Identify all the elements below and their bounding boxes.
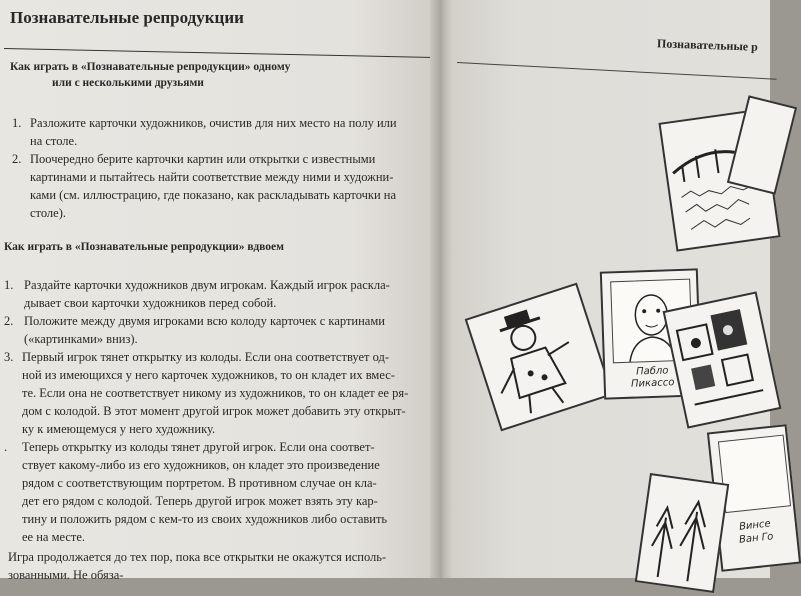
list-item-line: те. Если она не соответствует никому из художников, то он кладет ее ря- — [22, 386, 409, 400]
section1-heading-line1: Как играть в «Познавательные репродукции» одному — [10, 61, 291, 73]
list-item-line: тину и положить рядом с кем-то из своих художников либо оставить — [22, 512, 388, 526]
list-item-line: ее на месте. — [22, 530, 86, 544]
header-rule — [457, 62, 777, 80]
list-item-line: дет его рядом с колодой. Теперь другой игрок может взять эту кар- — [22, 494, 378, 508]
final-paragraph-line: Игра продолжается до тех пор, пока все открытки не окажутся исполь- — [8, 550, 387, 564]
painting-card-trees — [635, 473, 730, 593]
vangogh-caption-line1: Винсе — [738, 518, 772, 533]
list-item-line: ной из имеющихся у него карточек художников, то он кладет их вмес- — [22, 368, 395, 382]
list-number: 3. — [4, 350, 14, 364]
section1-heading-line2: или с несколькими друзьями — [52, 77, 204, 89]
list-item-line: Положите между двумя игроками всю колоду карточек с картинами — [24, 314, 385, 328]
list-item-line: картинами и пытайтесь найти соответствие между ними и художни- — [30, 170, 394, 184]
portrait-frame — [718, 435, 791, 514]
list-number: . — [4, 440, 8, 454]
list-item-line: ками (см. иллюстрацию, где показано, как раскладывать карточки на — [30, 188, 397, 202]
list-item-line: Раздайте карточки художников двум игрокам. Каждый игрок раскла- — [24, 278, 390, 292]
list-item-line: на столе. — [30, 134, 78, 148]
section2-heading: Как играть в «Познавательные репродукции» вдвоем — [4, 241, 284, 253]
picasso-caption: Пабло Пикассо — [630, 365, 675, 390]
list-item-line: ствует какому-либо из его художников, он кладет это произведение — [22, 458, 380, 472]
page-header-title: Познавательные репродукции — [10, 8, 244, 27]
list-item-line: Первый игрок тянет открытку из колоды. Если она соответствует од- — [22, 350, 390, 364]
list-item-line: дывает свои карточки художников перед собой. — [24, 296, 277, 310]
list-number: 1. — [12, 116, 22, 130]
list-item-line: Разложите карточки художников, очистив для них место на полу или — [30, 116, 397, 130]
header-rule — [4, 48, 434, 58]
list-item-line: столе). — [30, 206, 67, 220]
vangogh-caption-line2: Ван Го — [738, 531, 774, 546]
cubist-painting-illustration — [665, 294, 779, 427]
list-item-line: Теперь открытку из колоды тянет другой игрок. Если она соответ- — [22, 440, 375, 454]
painting-card-cubist — [663, 291, 782, 428]
list-number: 2. — [12, 152, 22, 166]
list-item-line: ку к имеющемуся у него художнику. — [22, 422, 216, 436]
list-number: 1. — [4, 278, 14, 292]
list-number: 2. — [4, 314, 14, 328]
list-item-line: дом с колодой. В этот момент другой игрок может добавить эту открыт- — [22, 404, 406, 418]
list-item-line: Поочередно берите карточки картин или открытки с известными — [30, 152, 376, 166]
painting-card-edge — [727, 95, 797, 194]
right-page-header: Познавательные р — [656, 36, 759, 54]
final-paragraph-line: зованными. Не обяза- — [8, 568, 124, 582]
painting-card-figure — [465, 283, 614, 432]
trees-painting-illustration — [637, 475, 727, 591]
right-page — [452, 0, 774, 578]
book-gutter — [430, 0, 454, 578]
figure-painting-illustration — [467, 285, 611, 429]
list-item-line: («картинками» вниз). — [24, 332, 138, 346]
list-item-line: рядом с соответствующим портретом. В противном случае он кла- — [22, 476, 377, 490]
